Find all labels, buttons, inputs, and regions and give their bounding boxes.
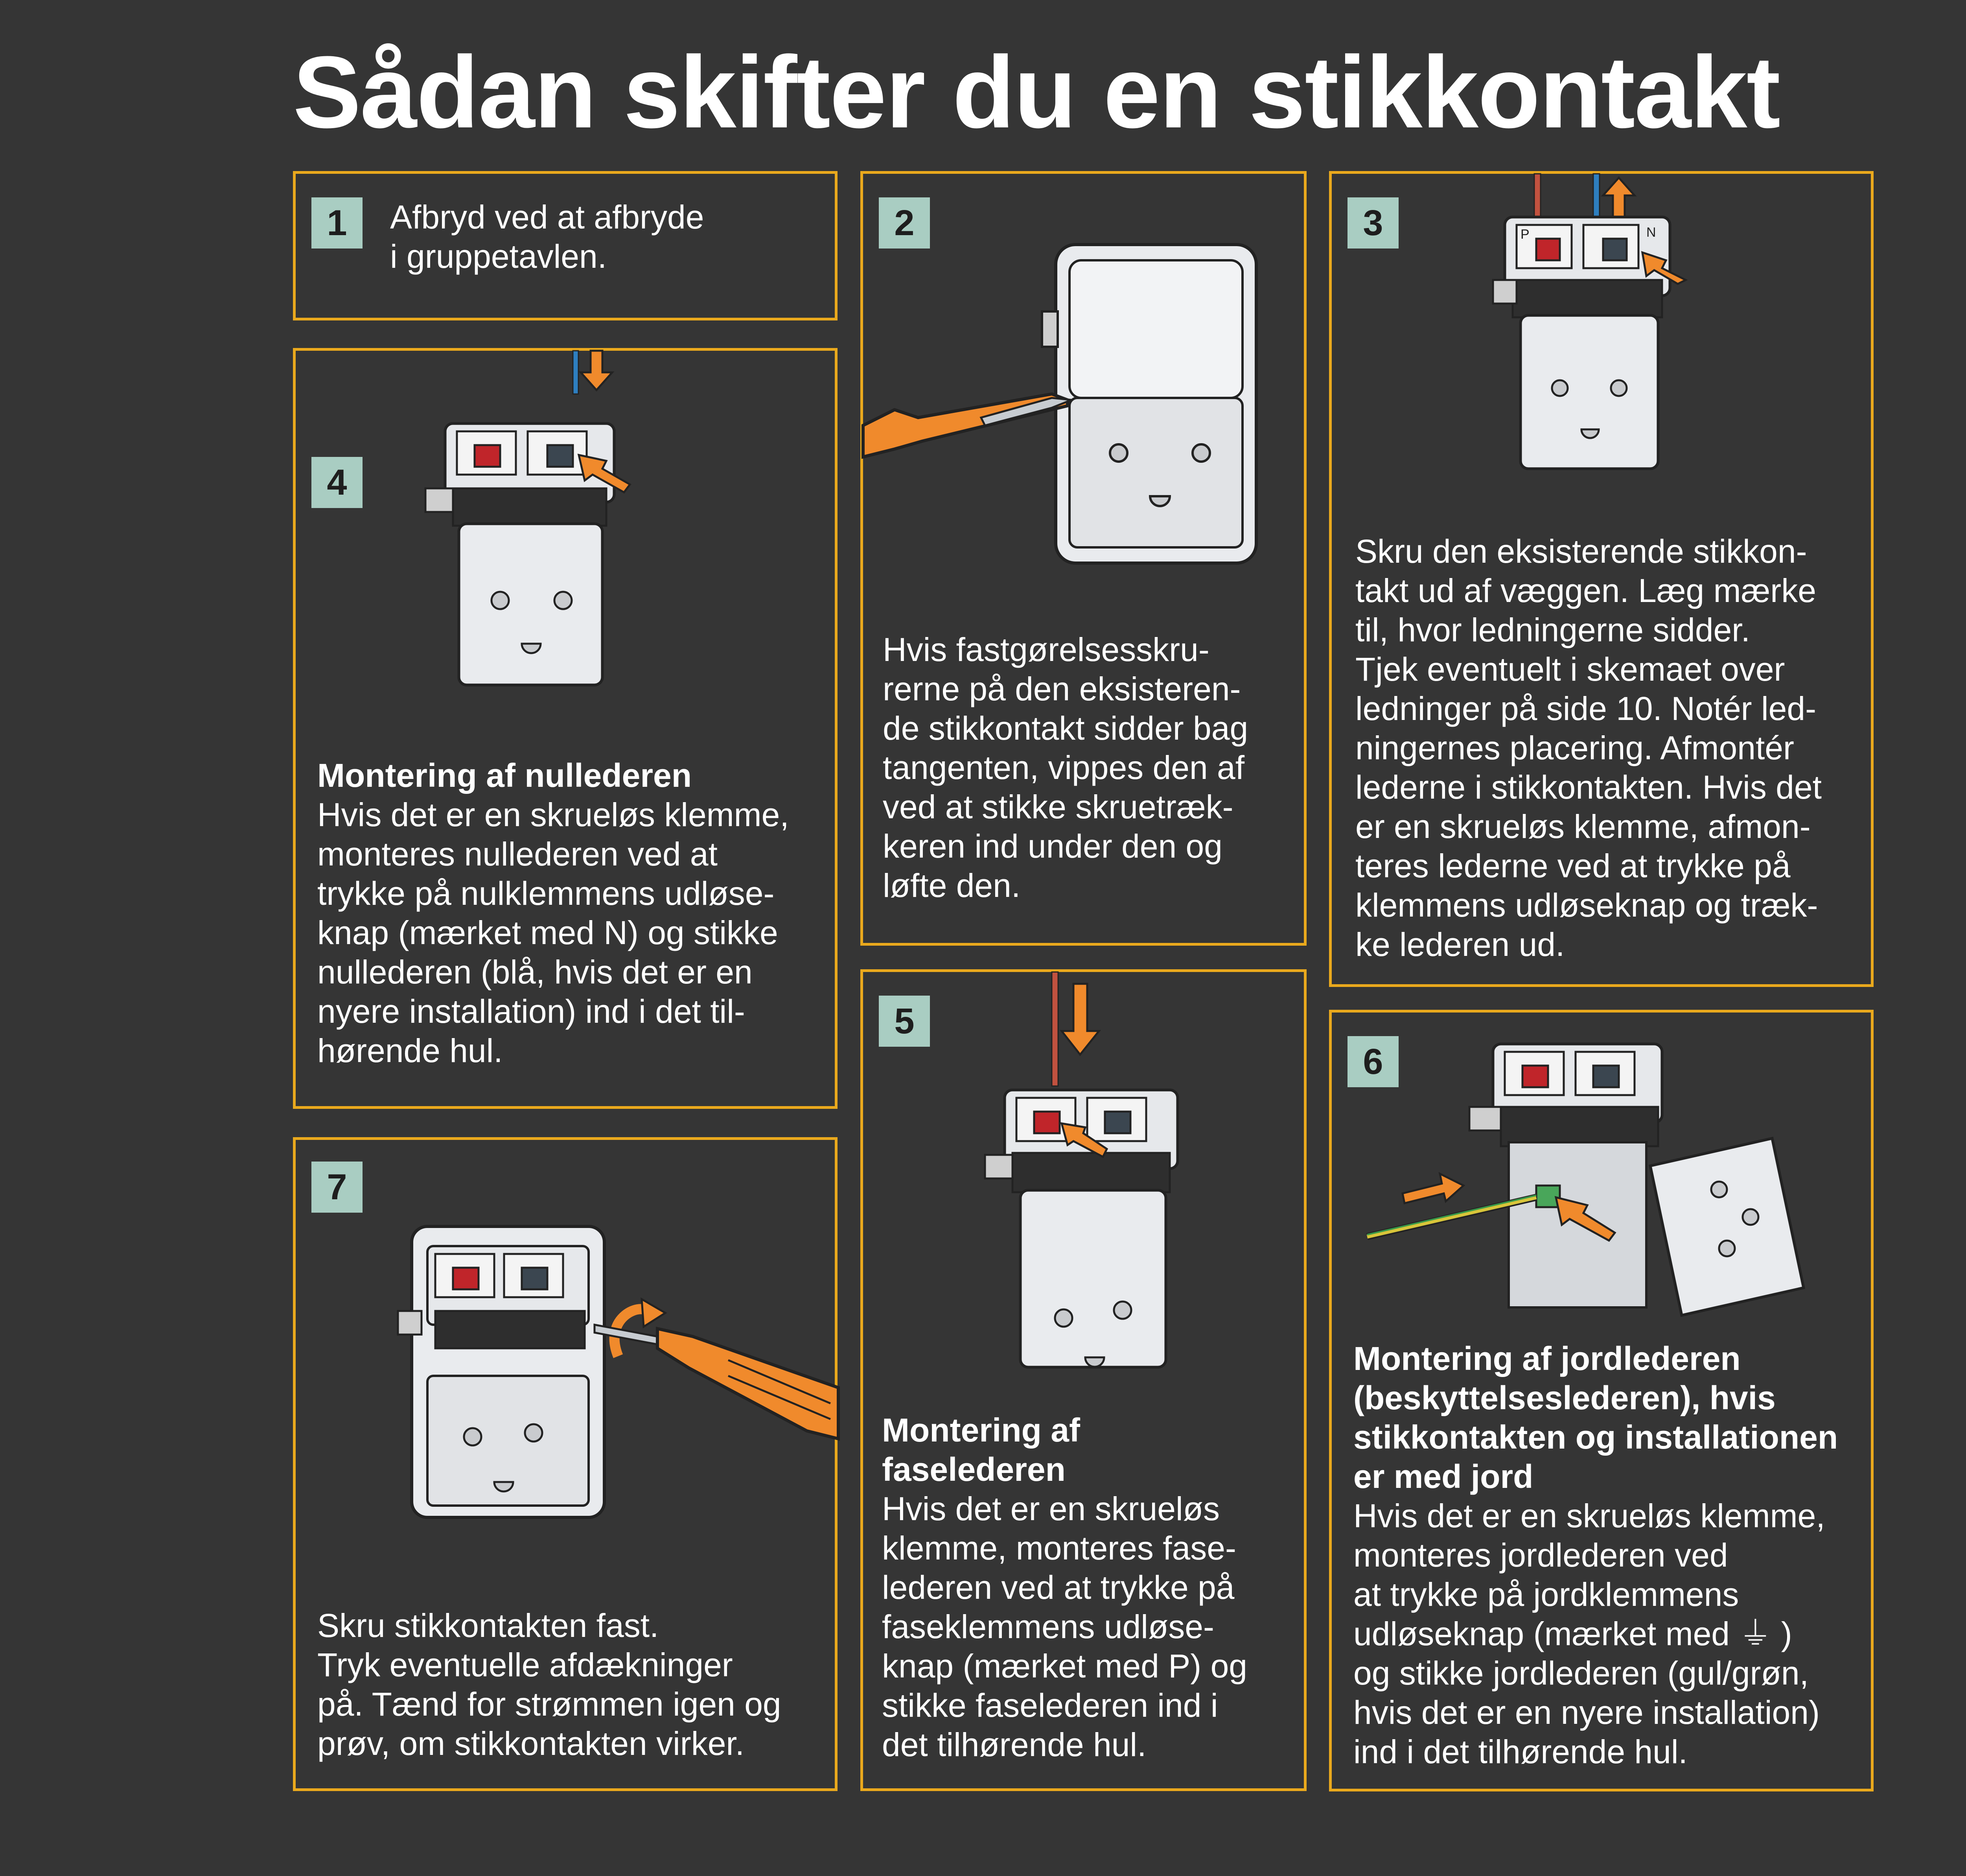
step-7-text: Skru stikkontakten fast. Tryk eventuelle afdækninger på. Tænd for strømmen igen og prøv, om stikkontakten virker. — [317, 1607, 781, 1762]
step-2-panel — [860, 171, 1307, 946]
step-4-illustration — [406, 351, 650, 744]
step-2-badge: 2 — [879, 197, 930, 249]
arrow-down-icon — [581, 351, 612, 390]
step-5-heading: Montering af faselederen — [882, 1412, 1080, 1488]
step-7-illustration — [382, 1219, 838, 1553]
step-3-badge: 3 — [1347, 197, 1399, 249]
screwdriver-icon — [595, 1325, 838, 1439]
step-6-badge: 6 — [1347, 1036, 1399, 1087]
step-6-heading: Montering af jordlederen (beskyttelseslederen), hvis stikkontakten og installationen er med jord — [1353, 1340, 1838, 1495]
step-3-panel — [1329, 171, 1874, 987]
step-3-illustration — [1481, 174, 1725, 500]
step-4-text: Hvis det er en skrueløs klemme, monteres nullederen ved at trykke på nulklemmens udløse- knap (mærket med N) og stikke nullederen (blå, hvis det er en nyere installation) ind i det til- hørende hul. — [317, 796, 789, 1069]
arrow-up-icon — [1603, 178, 1635, 221]
step-6-panel — [1329, 1010, 1874, 1791]
step-1-badge: 1 — [311, 197, 363, 249]
step-1-panel — [293, 171, 838, 320]
step-5-panel — [860, 969, 1307, 1791]
step-3-text: Skru den eksisterende stikkon- takt ud af væggen. Læg mærke til, hvor ledningerne sidder. Tjek eventuelt i skemaet over ledninger på side 10. Notér led- ningernes placering. Afmontér lederne i stikkontakten. Hvis det er en skrueløs klemme, afmon- teres lederne ved at trykke på klemmens udløseknap og træk- ke lederen ud. — [1355, 533, 1822, 963]
step-5-text: Hvis det er en skrueløs klemme, monteres fase- lederen ved at trykke på faseklemmens udløse- knap (mærket med P) og stikke faselederen ind i det tilhørende hul. — [882, 1490, 1248, 1763]
step-1-text: Afbryd ved at afbryde i gruppetavlen. — [390, 199, 704, 275]
step-7-panel — [293, 1137, 838, 1791]
step-5-illustration — [957, 972, 1209, 1397]
step-4-panel — [293, 348, 838, 1109]
terminal-p-label: P — [1521, 227, 1530, 242]
step-6-illustration — [1363, 1013, 1835, 1339]
screwdriver-icon — [863, 394, 1071, 457]
arrow-right-icon — [1403, 1174, 1463, 1203]
step-5-badge: 5 — [879, 996, 930, 1047]
terminal-n-label: N — [1646, 225, 1656, 240]
step-4-heading: Montering af nullederen — [317, 757, 692, 794]
step-2-text: Hvis fastgørelsesskru- rerne på den eksisteren- de stikkontakt sidder bag tangenten, vippes den af ved at stikke skruetræk- keren ind under den og løfte den. — [883, 631, 1248, 904]
arrow-down-icon — [1062, 984, 1099, 1055]
step-7-badge: 7 — [311, 1162, 363, 1213]
page-title: Sådan skifter du en stikkontakt — [293, 35, 1780, 149]
step-6-text: Hvis det er en skrueløs klemme, monteres jordlederen ved at trykke på jordklemmens udløseknap (mærket med ⏚ ) og stikke jordlederen (gul/grøn, hvis det er en nyere installation) ind i det tilhørende hul. — [1353, 1497, 1825, 1770]
step-4-badge: 4 — [311, 457, 363, 508]
